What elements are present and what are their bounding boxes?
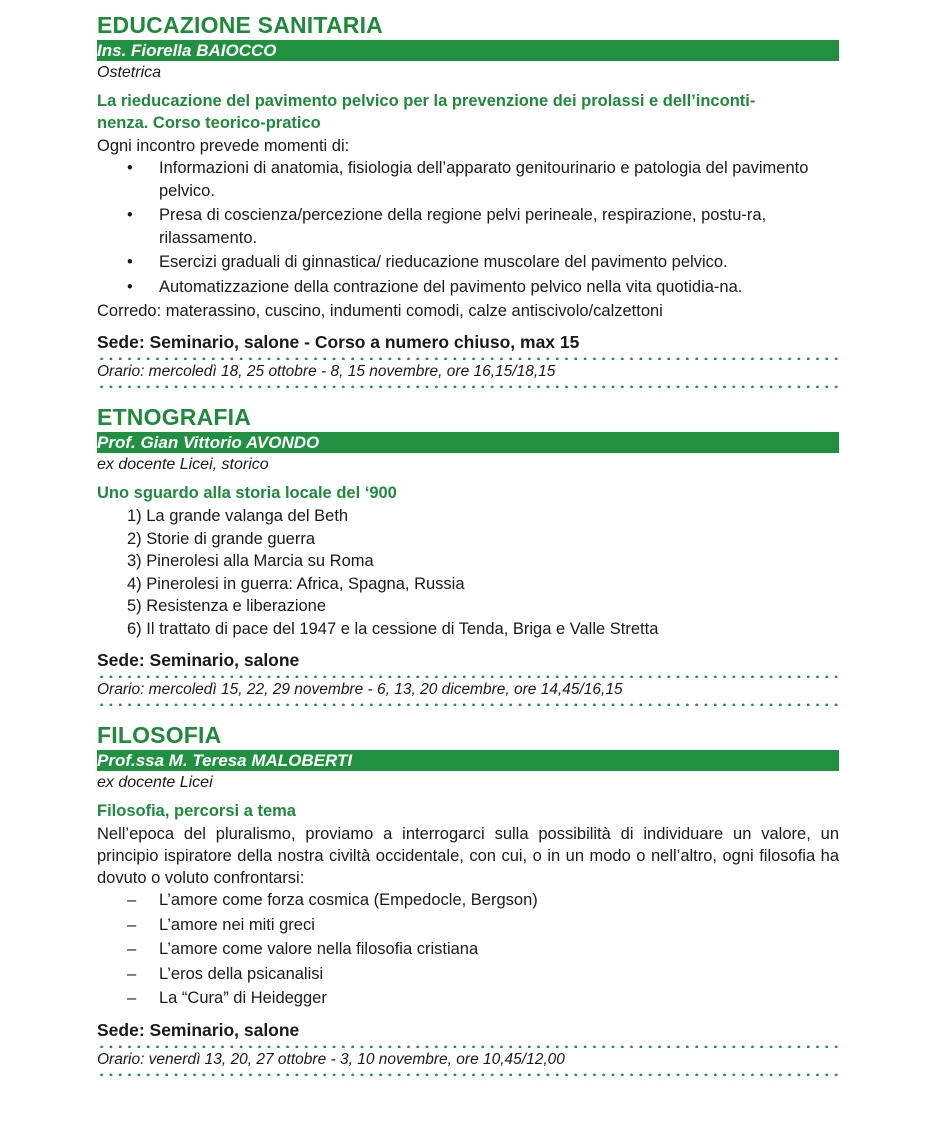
list-item-text: L’amore come forza cosmica (Empedocle, Bergson) <box>159 891 538 909</box>
teacher-role: ex docente Licei, storico <box>97 456 269 473</box>
dash-icon: – <box>127 964 137 983</box>
topic-list <box>97 889 839 1010</box>
list-item: 2) Storie di grande guerra <box>127 529 316 548</box>
dotted-divider <box>97 1073 839 1076</box>
topic-list <box>97 505 839 640</box>
section-etnografia <box>97 402 839 706</box>
dash-icon: – <box>127 891 137 909</box>
list-item <box>97 963 839 986</box>
list-item-text: L’amore nei miti greci <box>159 915 315 934</box>
list-item <box>97 276 839 299</box>
list-item: 3) Pinerolesi alla Marcia su Roma <box>127 552 374 570</box>
dash-icon: – <box>127 989 137 1007</box>
teacher-role: Ostetrica <box>97 64 162 81</box>
topic-list <box>97 157 839 298</box>
list-item-text: Presa di coscienza/percezione della regione pelvi perineale, respirazione, postu-ra, rilassamento. <box>159 206 767 247</box>
schedule: Orario: mercoledì 18, 25 ottobre - 8, 15 novembre, ore 16,15/18,15 <box>97 363 556 380</box>
list-item-text: La “Cura” di Heidegger <box>159 989 327 1007</box>
teacher-name-bar: Prof.ssa M. Teresa MALOBERTI <box>97 750 839 771</box>
course-intro: Ogni incontro prevede momenti di: <box>97 137 350 155</box>
list-item-text: L’amore come valore nella filosofia cristiana <box>159 940 479 958</box>
dash-icon: – <box>127 915 137 934</box>
venue: Sede: Seminario, salone <box>97 1019 300 1040</box>
course-title <box>97 90 839 135</box>
course-intro: Nell’epoca del pluralismo, proviamo a interrogarci sulla possibilità di individuare un valore, un principio ispiratore della nostra civiltà occidentale, con cui, o in un modo o nell’altro, ogni filosofia ha dovuto o voluto confrontarsi: <box>97 825 839 887</box>
dash-icon: – <box>127 940 137 958</box>
teacher-name-bar: Ins. Fiorella BAIOCCO <box>97 40 839 61</box>
list-item <box>97 914 839 937</box>
list-item <box>97 157 839 202</box>
bullet-icon: • <box>127 277 133 296</box>
section-filosofia <box>97 720 839 1076</box>
bullet-icon: • <box>127 206 133 224</box>
list-item: 6) Il trattato di pace del 1947 e la cessione di Tenda, Briga e Valle Stretta <box>127 619 659 638</box>
course-title: Uno sguardo alla storia locale del ‘900 <box>97 484 397 502</box>
dotted-divider <box>97 703 839 706</box>
list-item <box>97 251 839 274</box>
course-title: Filosofia, percorsi a tema <box>97 802 296 820</box>
list-item <box>97 938 839 961</box>
dotted-divider <box>97 385 839 388</box>
list-item: 1) La grande valanga del Beth <box>127 507 349 525</box>
schedule: Orario: mercoledì 15, 22, 29 novembre - 6, 13, 20 dicembre, ore 14,45/16,15 <box>97 681 623 698</box>
list-item: 5) Resistenza e liberazione <box>127 597 327 615</box>
schedule: Orario: venerdì 13, 20, 27 ottobre - 3, 10 novembre, ore 10,45/12,00 <box>97 1050 565 1068</box>
dotted-divider <box>97 357 839 360</box>
section-educazione-sanitaria <box>97 10 839 388</box>
section-title: ETNOGRAFIA <box>97 404 252 430</box>
teacher-name-bar: Prof. Gian Vittorio AVONDO <box>97 432 839 453</box>
course-note: Corredo: materassino, cuscino, indumenti comodi, calze antiscivolo/calzettoni <box>97 302 663 320</box>
list-item <box>97 204 839 249</box>
list-item-text: Informazioni di anatomia, fisiologia dell’apparato genitourinario e patologia del pavimento pelvico. <box>159 159 809 200</box>
venue: Sede: Seminario, salone - Corso a numero chiuso, max 15 <box>97 332 580 352</box>
list-item-text: Automatizzazione della contrazione del pavimento pelvico nella vita quotidia-na. <box>159 277 743 296</box>
list-item-text: L’eros della psicanalisi <box>159 964 324 983</box>
bullet-icon: • <box>127 253 133 271</box>
list-item-text: Esercizi graduali di ginnastica/ rieducazione muscolare del pavimento pelvico. <box>159 253 728 271</box>
section-title: EDUCAZIONE SANITARIA <box>97 12 383 38</box>
list-item: 4) Pinerolesi in guerra: Africa, Spagna, Russia <box>127 574 465 593</box>
course-title-line: La rieducazione del pavimento pelvico per la prevenzione dei prolassi e dell’inconti- <box>97 92 756 110</box>
teacher-role: ex docente Licei <box>97 774 213 791</box>
bullet-icon: • <box>127 159 133 177</box>
list-item <box>97 889 839 912</box>
dotted-divider <box>97 1045 839 1048</box>
dotted-divider <box>97 675 839 678</box>
venue: Sede: Seminario, salone <box>97 650 300 670</box>
course-title-line: nenza. Corso teorico-pratico <box>97 114 321 132</box>
list-item <box>97 987 839 1010</box>
section-title: FILOSOFIA <box>97 722 222 748</box>
